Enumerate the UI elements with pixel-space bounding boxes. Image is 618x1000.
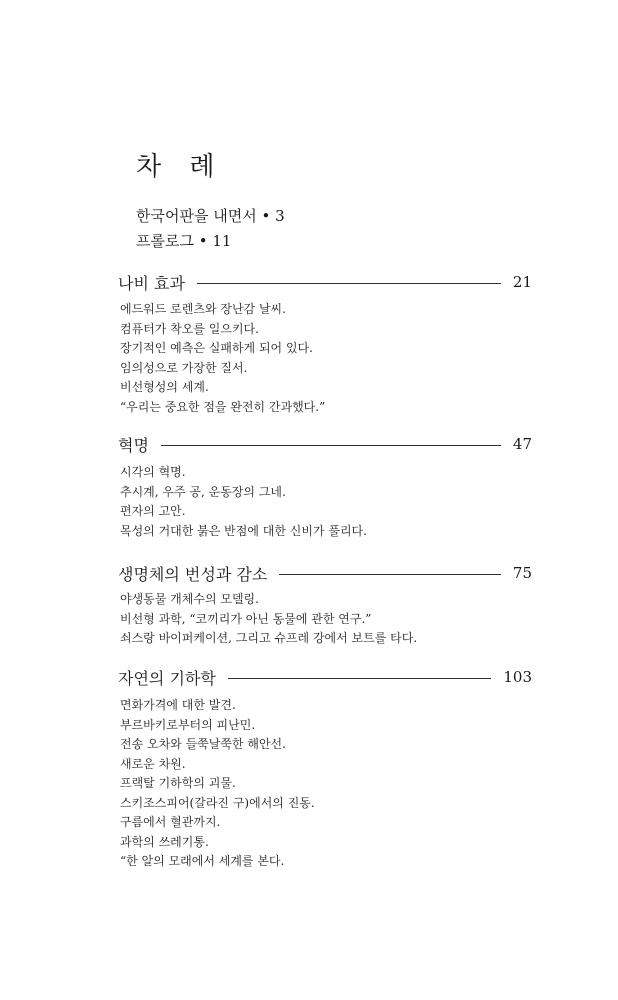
- section-list: [118, 590, 532, 649]
- chapter-page-number: 47: [512, 435, 532, 453]
- front-matter-item[interactable]: 한국어판을 내면서 • 3: [136, 207, 285, 225]
- section-item: 프랙탈 기하학의 괴물.: [120, 776, 236, 790]
- section-item: 면화가격에 대한 발견.: [120, 698, 236, 712]
- section-item: 임의성으로 가장한 질서.: [120, 360, 248, 375]
- chapter-heading[interactable]: [118, 432, 532, 456]
- section-item: 비선형 과학, “코끼리가 아닌 동물에 관한 연구.”: [120, 611, 372, 626]
- front-matter-item[interactable]: 프롤로그 • 11: [136, 232, 232, 250]
- chapter-title: 자연의 기하학: [118, 668, 216, 688]
- section-item: 장기적인 예측은 실패하게 되어 있다.: [120, 341, 313, 355]
- section-item: 과학의 쓰레기통.: [120, 834, 209, 849]
- page-title: 차 례: [136, 152, 225, 182]
- section-item: 추시계, 우주 공, 운동장의 그네.: [120, 484, 286, 499]
- section-list: [118, 300, 532, 417]
- section-item: “한 알의 모래에서 세계를 본다.: [120, 854, 285, 868]
- section-item: “우리는 중요한 점을 완전히 간과했다.”: [120, 399, 326, 414]
- chapter-entry: [118, 432, 532, 541]
- section-item: 야생동물 개체수의 모델링.: [120, 592, 259, 606]
- leader-line: [197, 283, 501, 284]
- section-item: 스키조스피어(갈라진 구)에서의 진동.: [120, 795, 315, 810]
- section-item: 전송 오차와 들쭉날쭉한 해안선.: [120, 737, 286, 751]
- chapter-title: 나비 효과: [118, 273, 185, 293]
- section-item: 비선형성의 세계.: [120, 380, 209, 394]
- chapter-entry: [118, 665, 532, 872]
- chapter-heading[interactable]: [118, 270, 532, 294]
- chapter-title: 생명체의 번성과 감소: [118, 564, 268, 584]
- chapter-page-number: 103: [503, 668, 532, 686]
- section-item: 부르바키로부터의 피난민.: [120, 717, 256, 732]
- chapter-entry: [118, 561, 532, 649]
- section-item: 편자의 고안.: [120, 504, 186, 518]
- section-item: 에드워드 로렌츠와 장난감 날씨.: [120, 302, 286, 316]
- chapter-heading[interactable]: [118, 561, 532, 585]
- section-item: 컴퓨터가 착오를 일으키다.: [120, 321, 259, 336]
- section-item: 목성의 거대한 붉은 반점에 대한 신비가 풀리다.: [120, 523, 367, 538]
- chapter-title: 혁명: [118, 435, 149, 455]
- leader-line: [228, 678, 492, 679]
- section-list: [118, 696, 532, 872]
- section-item: 새로운 차원.: [120, 756, 186, 771]
- section-list: [118, 463, 532, 541]
- chapter-page-number: 21: [512, 273, 532, 291]
- section-item: 쇠스랑 바이퍼케이션, 그리고 슈프레 강에서 보트를 타다.: [120, 631, 418, 645]
- leader-line: [279, 574, 501, 575]
- section-item: 구름에서 혈관까지.: [120, 815, 221, 829]
- section-item: 시각의 혁명.: [120, 465, 186, 479]
- chapter-page-number: 75: [512, 564, 532, 582]
- leader-line: [161, 445, 501, 446]
- chapter-entry: [118, 270, 532, 417]
- chapter-heading[interactable]: [118, 665, 532, 689]
